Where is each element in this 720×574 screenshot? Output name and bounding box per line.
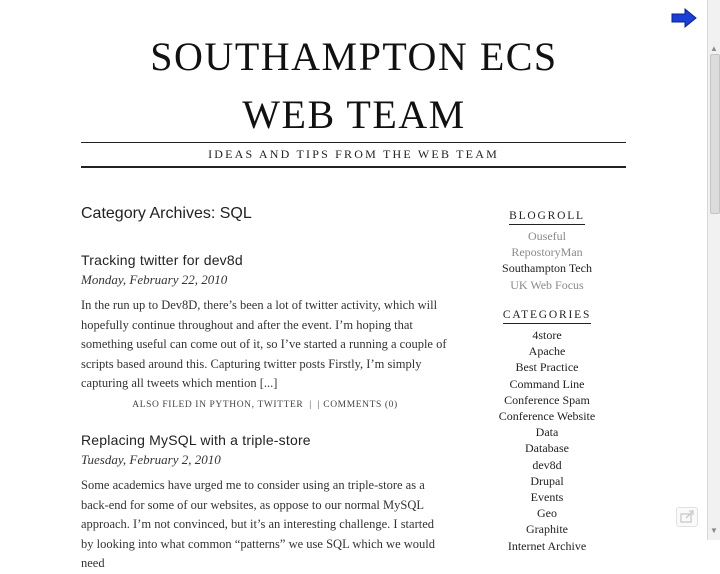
scrollbar-thumb[interactable]	[710, 54, 720, 214]
post-date: Monday, February 22, 2010	[81, 272, 228, 287]
post-date: Tuesday, February 2, 2010	[81, 452, 221, 467]
scroll-up-icon[interactable]: ▲	[710, 44, 718, 53]
site-tagline: IDEAS AND TIPS FROM THE WEB TEAM	[208, 147, 499, 161]
scroll-down-icon[interactable]: ▼	[710, 526, 718, 535]
comments-link[interactable]: COMMENTS (0)	[323, 399, 398, 410]
header-rule-bottom	[81, 166, 626, 168]
category-link-python[interactable]: PYTHON	[209, 399, 252, 410]
post-excerpt: Some academics have urged me to consider using an triple-store as a back-end for some of our websites, as oppose to our normal MySQL approach. I’m not convinced, but it’s an interesting challenge. I started by looking into what common “patterns” we use SQL which we would need	[81, 478, 435, 570]
post-meta: ALSO FILED IN PYTHON, TWITTER | | COMMENTS (0)	[132, 399, 398, 410]
post-entry	[81, 251, 449, 410]
post-title-link[interactable]: Replacing MySQL with a triple-store	[81, 432, 311, 448]
meta-separator: |	[309, 399, 312, 410]
site-title[interactable]	[80, 28, 628, 144]
blogroll-link[interactable]: Southampton Tech	[502, 261, 592, 276]
vertical-scrollbar[interactable]	[707, 0, 720, 540]
category-link[interactable]: Internet Archive	[507, 538, 587, 553]
category-link[interactable]: Drupal	[530, 473, 564, 488]
site-title-line-2[interactable]: WEB TEAM	[242, 92, 466, 137]
header-rule-top	[81, 142, 626, 143]
blogroll-link[interactable]: UK Web Focus	[510, 277, 584, 292]
categories-heading: CATEGORIES	[503, 308, 591, 324]
category-link[interactable]: Data	[535, 425, 559, 440]
category-link[interactable]: Conference Website	[498, 409, 596, 424]
blogroll-heading: BLOGROLL	[509, 209, 585, 225]
category-link[interactable]: dev8d	[532, 457, 562, 472]
post-excerpt: In the run up to Dev8D, there’s been a lot of twitter activity, which will hopefully continue throughout and after the event. I’m hoping that something useful can come out of it, so I’ve started a running a couple of scripts based around this. Capturing twitter posts Firstly, I’m simply capturing all tweets which mention [...]	[81, 298, 447, 390]
share-icon[interactable]	[676, 507, 698, 527]
category-link[interactable]: Graphite	[526, 522, 568, 537]
post-title-link[interactable]: Tracking twitter for dev8d	[81, 252, 243, 268]
category-link[interactable]: Database	[525, 441, 569, 456]
filed-in-label: ALSO FILED IN	[132, 399, 207, 410]
meta-separator: |	[317, 399, 321, 410]
category-link[interactable]: 4store	[532, 328, 562, 342]
category-link[interactable]: Events	[530, 490, 564, 505]
sidebar-blogroll	[480, 206, 614, 293]
next-arrow-icon[interactable]	[671, 8, 697, 28]
site-title-line-1[interactable]: SOUTHAMPTON ECS	[150, 34, 558, 79]
category-link[interactable]: Geo	[537, 506, 557, 521]
category-link[interactable]: Apache	[528, 344, 566, 359]
blogroll-link[interactable]: RepostoryMan	[511, 245, 583, 260]
category-link-twitter[interactable]: TWITTER	[257, 399, 304, 410]
category-link[interactable]: Conference Spam	[504, 392, 590, 407]
sidebar-categories	[480, 305, 614, 554]
blogroll-link[interactable]: Ouseful	[528, 229, 566, 243]
archive-title: Category Archives: SQL	[81, 205, 252, 222]
post-entry	[81, 431, 449, 574]
category-link[interactable]: Command Line	[509, 376, 585, 391]
category-link[interactable]: Best Practice	[515, 360, 579, 375]
